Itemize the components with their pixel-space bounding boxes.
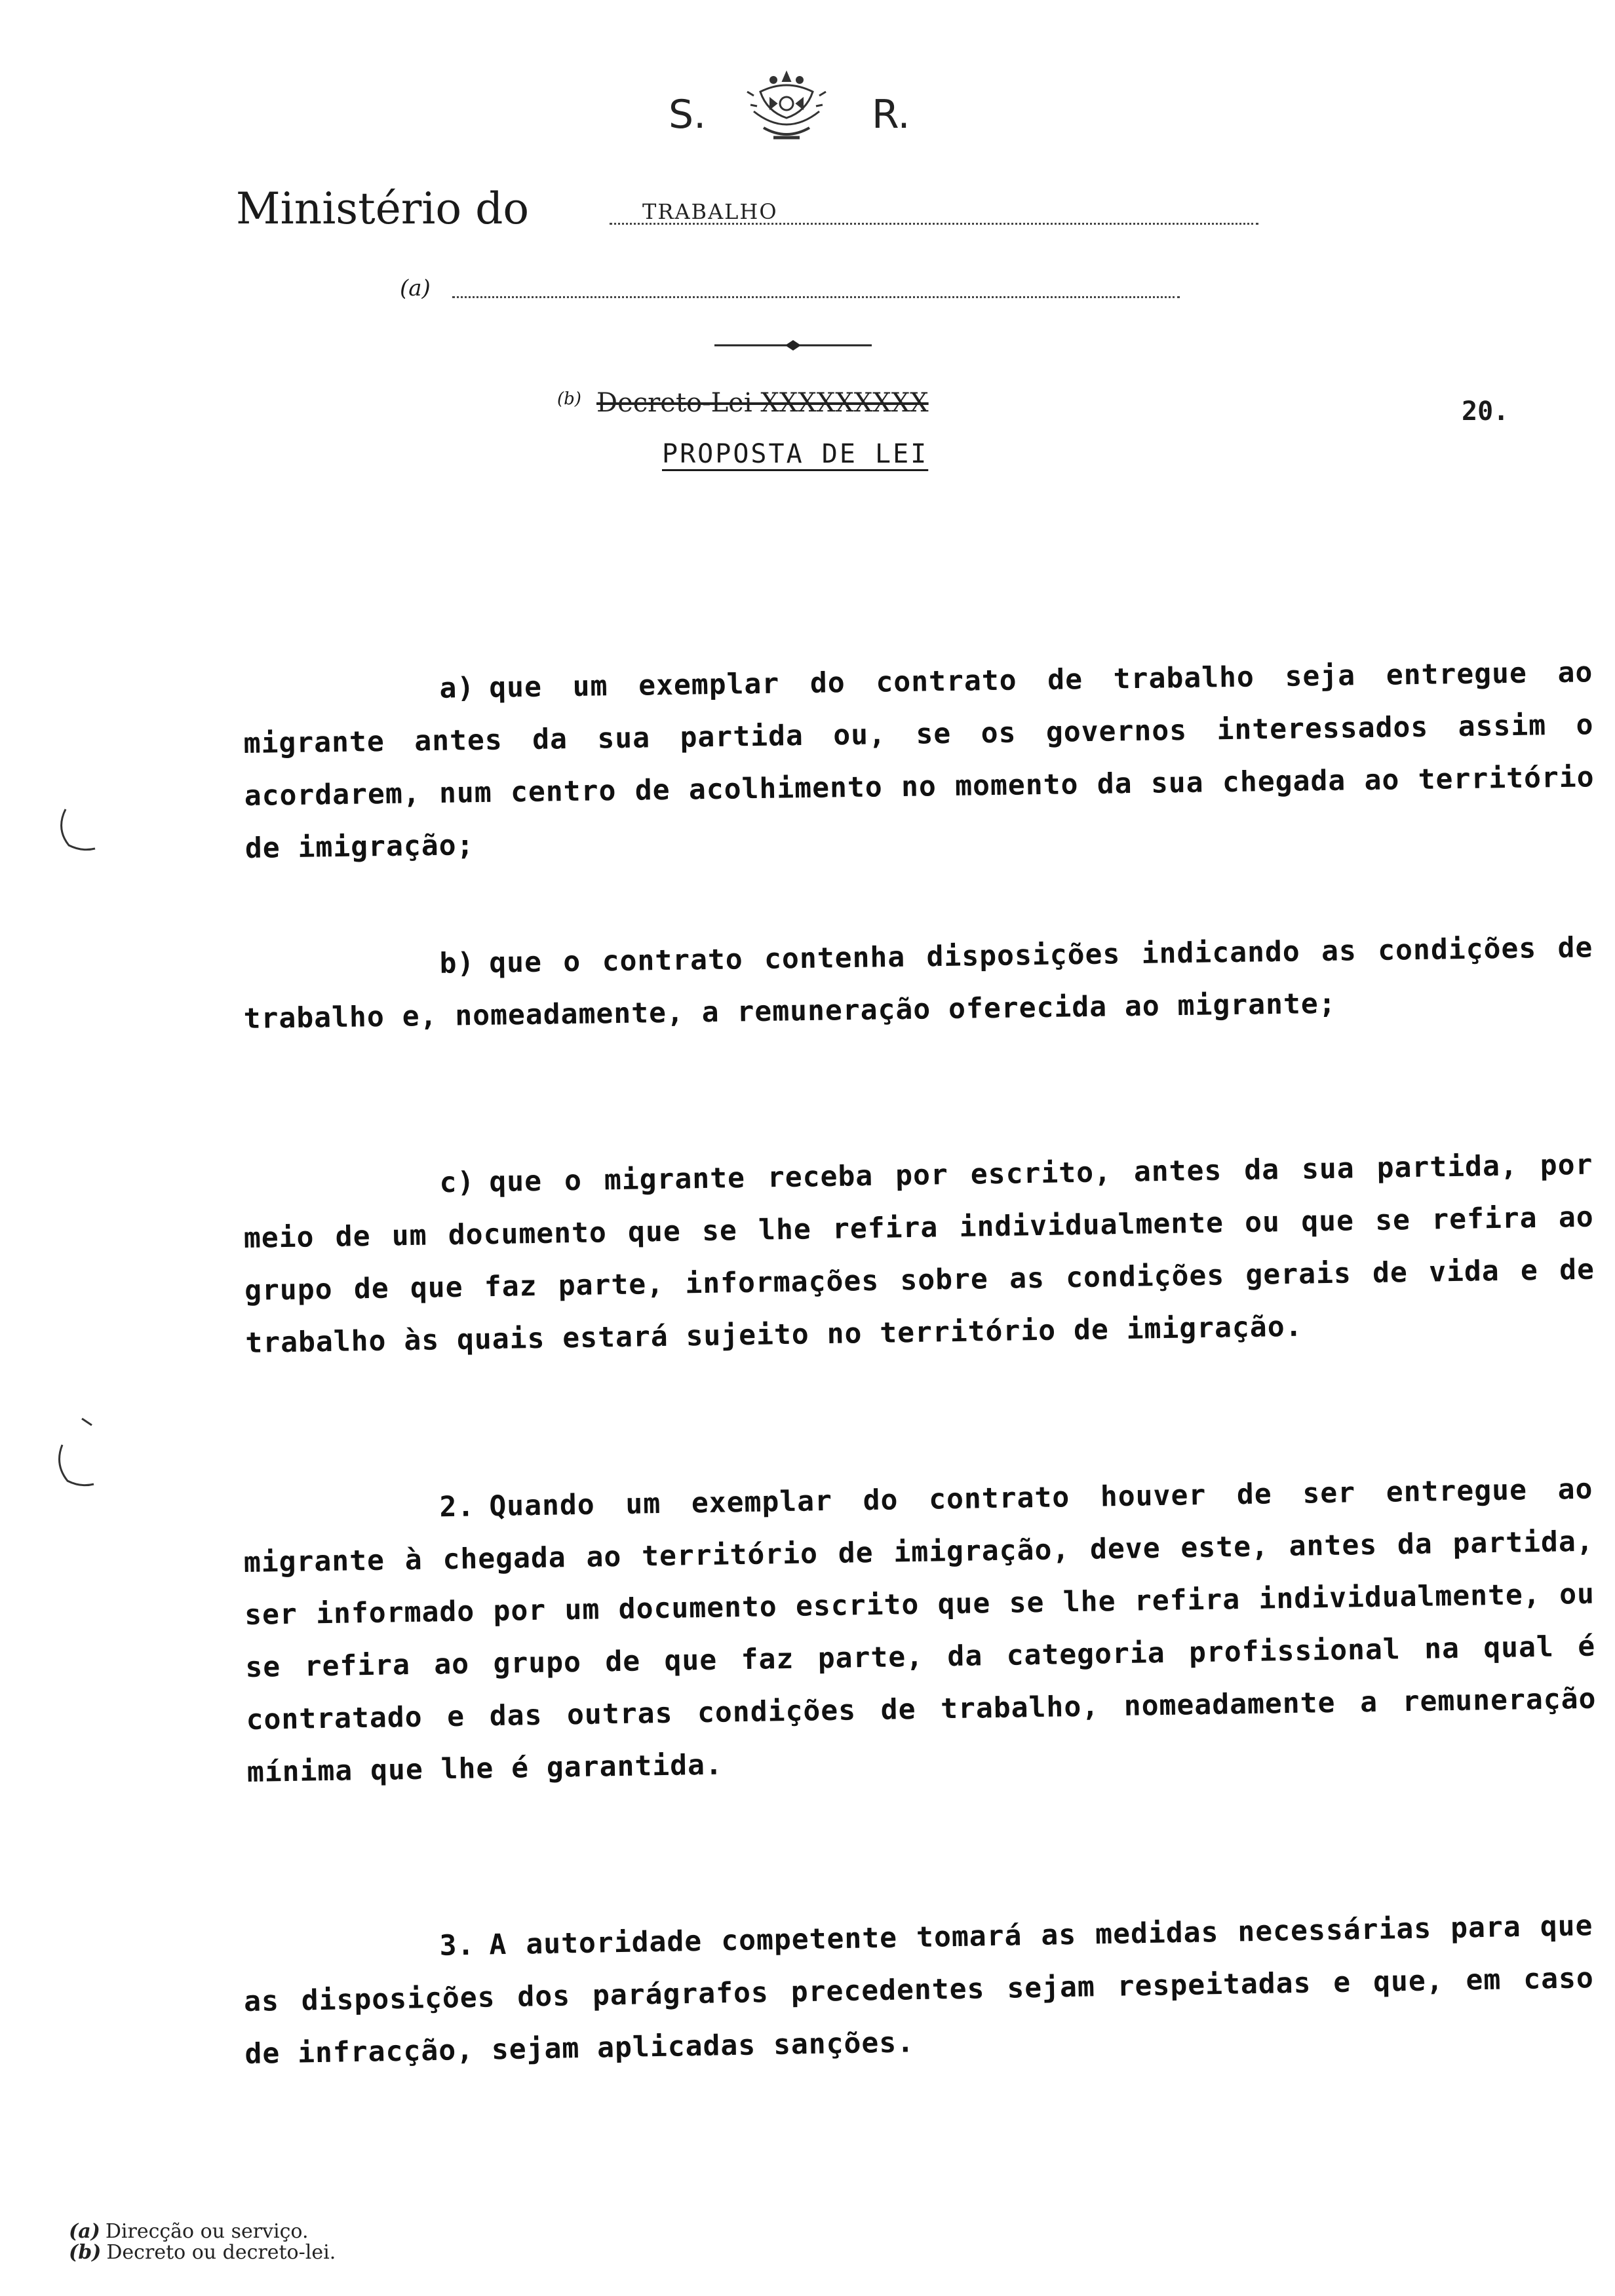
paragraph-c [243, 1139, 1596, 1369]
direction-mark: (a) [400, 275, 431, 301]
footnote-mark: (a) [69, 2220, 100, 2243]
paragraph-text: que o migrante receba por escrito, antes da sua partida, por meio de um documento que se lhe refira individualmente ou que se refira ao grupo de que faz parte, informações sobre as condições gerais de vida e de trabalho às quais estará sujeito no território de imigração. [243, 1148, 1595, 1360]
footnote-a [69, 2221, 593, 2242]
ministry-label: Ministério do [236, 183, 530, 234]
decree-mark: (b) [557, 389, 581, 409]
paragraph-lead: 3. [439, 1928, 475, 1962]
paragraph-lead: 2. [439, 1490, 475, 1524]
paragraph-indent [243, 973, 440, 976]
paragraph-a [243, 646, 1595, 875]
direction-line [400, 275, 1186, 315]
ministry-line [236, 183, 1258, 242]
footnotes [69, 2221, 593, 2263]
seal-letter-s: S. [669, 92, 707, 138]
paragraph-text: Quando um exemplar do contrato houver de ser entregue ao migrante à chegada ao território de imigração, deve este, antes da partida, ser informado por um documento escrito que se lhe refira individualmente, ou se refira ao grupo de que faz parte, da categoria profissional na qual é contratado e das outras condições de trabalho, nomeadamente a remuneração mínima que lhe é garantida. [243, 1472, 1597, 1789]
paragraph-lead: a) [439, 672, 475, 705]
direction-dotted-line [452, 296, 1180, 298]
margin-bracket-mark [52, 806, 98, 858]
footnote-mark: (b) [69, 2241, 102, 2264]
margin-bracket-mark [49, 1415, 102, 1494]
ministry-dotted-line [610, 223, 1258, 225]
paragraph-text: que o contrato contenha disposições indicando as condições de trabalho e, nomeadamente, a remuneração oferecida ao migrante; [243, 931, 1593, 1035]
paragraph-b [243, 921, 1594, 1045]
footnote-b [69, 2242, 593, 2263]
footnote-text: Decreto ou decreto-lei. [106, 2241, 336, 2264]
coat-of-arms-icon [734, 66, 839, 151]
divider-ornament [714, 335, 872, 355]
struck-decree-text: Decreto-Lei XXXXXXXXX [596, 388, 929, 418]
paragraph-indent [243, 1516, 440, 1520]
paragraph-indent [243, 698, 440, 700]
paragraph-3 [243, 1900, 1595, 2080]
paragraph-text: A autoridade competente tomará as medidas necessárias para que as disposições dos parágrafos precedentes sejam respeitadas e que, em caso de infracção, sejam aplicadas sanções. [243, 1909, 1595, 2071]
document-title: PROPOSTA DE LEI [662, 439, 929, 469]
page-number: 20. [1462, 396, 1509, 427]
footnote-text: Direcção ou serviço. [105, 2220, 309, 2243]
seal-letter-r: R. [872, 92, 910, 138]
paragraph-indent [243, 1955, 440, 1959]
paragraph-indent [243, 1192, 440, 1195]
letterhead-seal [655, 66, 931, 164]
paragraph-text: que um exemplar do contrato de trabalho seja entregue ao migrante antes da sua partida ou, se os governos interessados assim o acordarem, num centro de acolhimento no momento da sua chegada ao território de imigração; [243, 656, 1595, 865]
paragraph-lead: b) [439, 947, 475, 980]
decree-line [557, 385, 1081, 425]
paragraph-2 [243, 1463, 1597, 1799]
paragraph-lead: c) [439, 1166, 475, 1200]
ministry-value: TRABALHO [642, 199, 778, 224]
